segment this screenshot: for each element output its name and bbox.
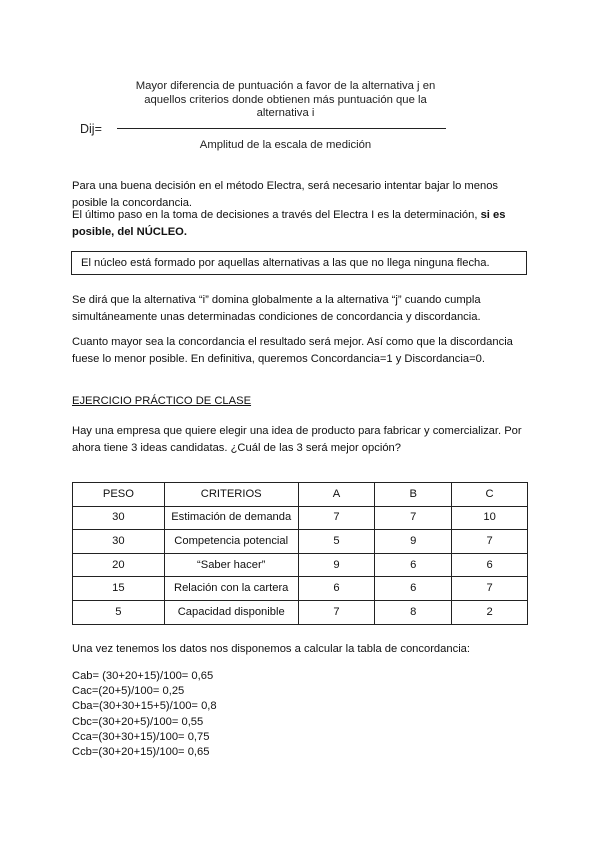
cell-criterion: “Saber hacer” [164, 553, 298, 577]
fraction-line [117, 128, 446, 129]
concordance-calculations [72, 669, 217, 760]
calc-line: Cba=(30+30+15+5)/100= 0,8 [72, 700, 217, 713]
calc-line: Cca=(30+30+15)/100= 0,75 [72, 730, 210, 743]
table-header-row [73, 483, 528, 507]
cell-c: 6 [452, 553, 528, 577]
header-b: B [375, 483, 452, 507]
formula-denominator: Amplitud de la escala de medición [199, 139, 372, 151]
table-row [73, 530, 528, 554]
cell-criterion: Estimación de demanda [164, 506, 298, 530]
cell-weight: 30 [73, 506, 165, 530]
paragraph-exercise-intro: Hay una empresa que quiere elegir una idea de producto para fabricar y comercializar. Por ahora tiene 3 ideas candidatas. ¿Cuál de las 3 será mejor opción? [72, 425, 522, 454]
cell-a: 9 [298, 553, 375, 577]
paragraph-nucleus-bold: si es posible, del NÚCLEO. [72, 209, 506, 238]
table-row [73, 577, 528, 601]
paragraph-dominance: Se dirá que la alternativa “i” domina globalmente a la alternativa “j” cuando cumpla simultáneamente unas determinadas condiciones de concordancia y discordancia. [72, 294, 481, 323]
cell-b: 8 [375, 600, 452, 624]
cell-weight: 15 [73, 577, 165, 601]
formula-label: Dij= [80, 122, 102, 136]
nucleus-definition-box: El núcleo está formado por aquellas alternativas a las que no llega ninguna flecha. [71, 251, 527, 275]
cell-c: 2 [452, 600, 528, 624]
cell-a: 7 [298, 600, 375, 624]
calc-line: Cac=(20+5)/100= 0,25 [72, 685, 185, 698]
cell-criterion: Competencia potencial [164, 530, 298, 554]
table-row [73, 506, 528, 530]
paragraph-concordance-goal: Cuanto mayor sea la concordancia el resultado será mejor. Así como que la discordancia fuese lo menor posible. En definitiva, queremos Concordancia=1 y Discordancia=0. [72, 336, 513, 365]
paragraph-concordance-intro: Una vez tenemos los datos nos disponemos a calcular la tabla de concordancia: [72, 643, 471, 655]
cell-a: 6 [298, 577, 375, 601]
cell-c: 7 [452, 530, 528, 554]
cell-weight: 20 [73, 553, 165, 577]
cell-weight: 5 [73, 600, 165, 624]
cell-criterion: Relación con la cartera [164, 577, 298, 601]
formula-numerator: Mayor diferencia de puntuación a favor de la alternativa j en aquellos criterios donde obtienen más puntuación que la alternativa i [135, 80, 436, 120]
exercise-heading: EJERCICIO PRÁCTICO DE CLASE [72, 395, 252, 407]
header-weight: PESO [73, 483, 165, 507]
header-a: A [298, 483, 375, 507]
calc-line: Ccb=(30+20+15)/100= 0,65 [72, 746, 210, 759]
header-criteria: CRITERIOS [164, 483, 298, 507]
paragraph-nucleus-text: El último paso en la toma de decisiones a través del Electra I es la determinación, [72, 209, 481, 221]
cell-c: 7 [452, 577, 528, 601]
calc-line: Cab= (30+20+15)/100= 0,65 [72, 670, 214, 682]
cell-criterion: Capacidad disponible [164, 600, 298, 624]
cell-a: 7 [298, 506, 375, 530]
cell-b: 6 [375, 577, 452, 601]
cell-c: 10 [452, 506, 528, 530]
table-row [73, 600, 528, 624]
cell-weight: 30 [73, 530, 165, 554]
criteria-table [72, 482, 528, 625]
paragraph-nucleus-step [72, 207, 532, 241]
cell-a: 5 [298, 530, 375, 554]
calc-line: Cbc=(30+20+5)/100= 0,55 [72, 715, 204, 728]
paragraph-electra-concordance: Para una buena decisión en el método Electra, será necesario intentar bajar lo menos posible la concordancia. [72, 180, 499, 209]
header-c: C [452, 483, 528, 507]
cell-b: 6 [375, 553, 452, 577]
table-row [73, 553, 528, 577]
cell-b: 7 [375, 506, 452, 530]
cell-b: 9 [375, 530, 452, 554]
